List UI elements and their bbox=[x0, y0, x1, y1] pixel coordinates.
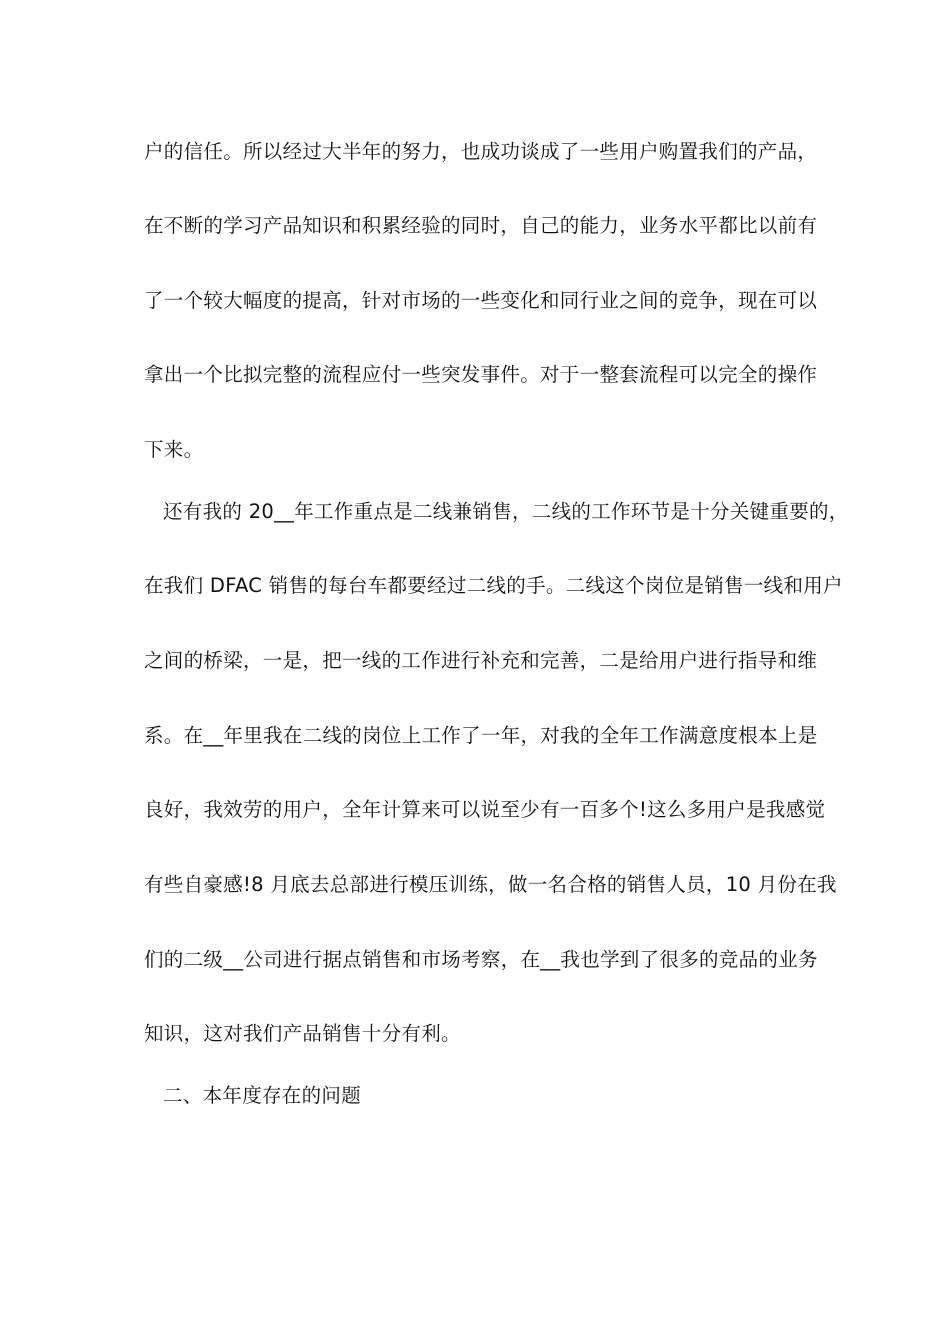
section-heading: 二、本年度存在的问题 bbox=[163, 1084, 362, 1107]
paragraph-line: 了一个较大幅度的提高，针对市场的一些变化和同行业之间的竞争，现在可以 bbox=[144, 289, 818, 312]
paragraph-line: 户的信任。所以经过大半年的努力，也成功谈成了一些用户购置我们的产品， bbox=[144, 140, 818, 163]
paragraph-line: 们的二级__公司进行据点销售和市场考察，在__我也学到了很多的竞品的业务 bbox=[144, 948, 818, 971]
paragraph-line: 拿出一个比拟完整的流程应付一些突发事件。对于一整套流程可以完全的操作 bbox=[144, 363, 818, 386]
paragraph-line: 系。在__年里我在二线的岗位上工作了一年，对我的全年工作满意度根本上是 bbox=[144, 724, 818, 747]
paragraph-line: 知识，这对我们产品销售十分有利。 bbox=[144, 1022, 461, 1045]
paragraph-line: 有些自豪感!8 月底去总部进行模压训练，做一名合格的销售人员，10 月份在我 bbox=[144, 873, 837, 896]
paragraph-line: 良好，我效劳的用户，全年计算来可以说至少有一百多个!这么多用户是我感觉 bbox=[144, 798, 826, 821]
paragraph-line: 在我们 DFAC 销售的每台车都要经过二线的手。二线这个岗位是销售一线和用户 bbox=[144, 574, 843, 597]
paragraph-line: 之间的桥梁，一是，把一线的工作进行补充和完善，二是给用户进行指导和维 bbox=[144, 649, 818, 672]
paragraph-line: 下来。 bbox=[144, 438, 204, 461]
paragraph-line: 还有我的 20__年工作重点是二线兼销售，二线的工作环节是十分关键重要的， bbox=[163, 500, 849, 523]
paragraph-line: 在不断的学习产品知识和积累经验的同时，自己的能力，业务水平都比以前有 bbox=[144, 214, 818, 237]
